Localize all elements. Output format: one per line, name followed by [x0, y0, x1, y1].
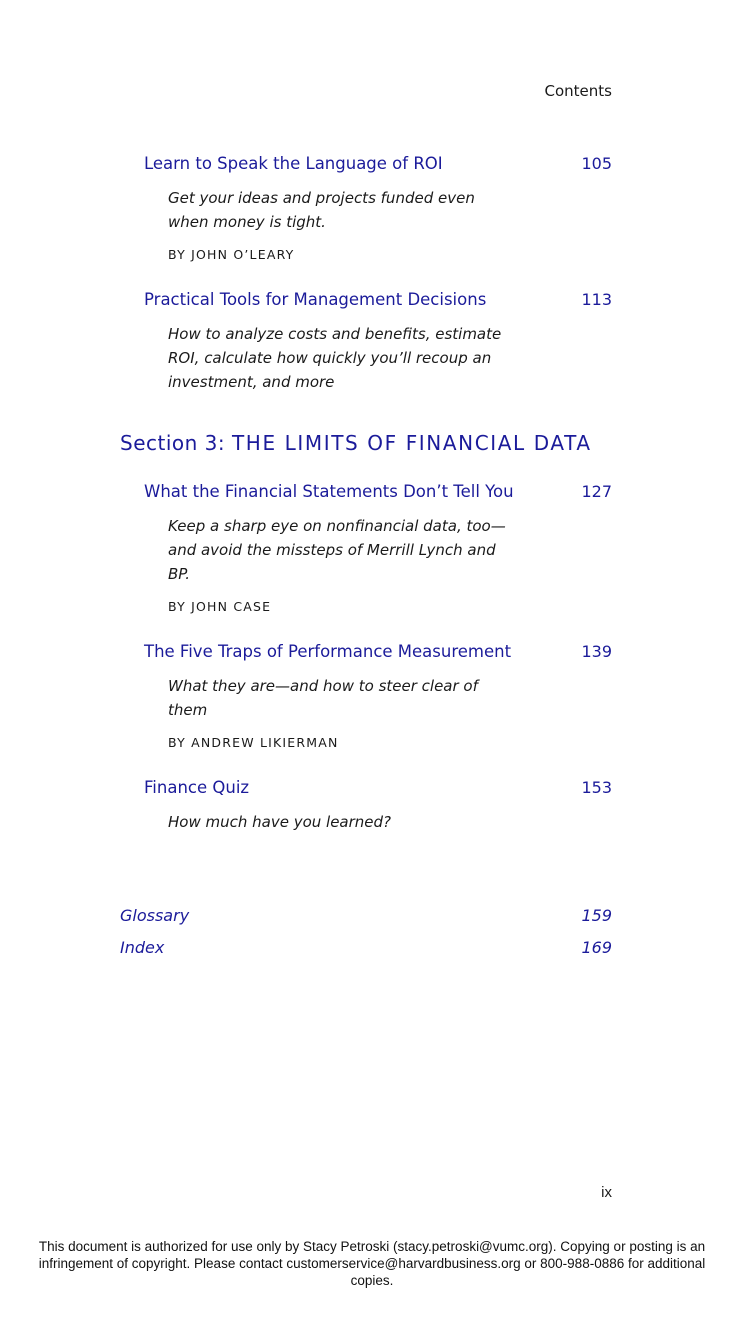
entry-author: BY JOHN O’LEARY	[168, 247, 295, 262]
entry-page-number: 105	[581, 154, 612, 173]
entry-author: BY ANDREW LIKIERMAN	[168, 735, 339, 750]
entry-page-number: 113	[581, 290, 612, 309]
entry-title[interactable]: What the Financial Statements Don’t Tell You	[144, 482, 514, 501]
entry-title[interactable]: Learn to Speak the Language of ROI	[144, 154, 443, 173]
toc-entry-five-traps[interactable]	[144, 642, 612, 661]
section-title: THE LIMITS OF FINANCIAL DATA	[231, 431, 592, 455]
entry-description: What they are—and how to steer clear of them	[168, 677, 478, 719]
entry-page-number: 127	[581, 482, 612, 501]
toc-entry-financial-statements[interactable]	[144, 482, 612, 501]
toc-entry-index[interactable]	[120, 938, 612, 957]
entry-title[interactable]: The Five Traps of Performance Measurement	[144, 642, 512, 661]
running-head: Contents	[544, 82, 612, 100]
entry-description: How much have you learned?	[168, 813, 392, 831]
copyright-notice: This document is authorized for use only by Stacy Petroski (stacy.petroski@vumc.org). Copying or posting is an infringement of copyright. Please contact customerservice@harvardbusiness.org or 800-988-0886 for additional copies.	[38, 1239, 706, 1288]
section-heading	[120, 431, 592, 455]
entry-page-number: 169	[581, 938, 612, 957]
toc-entry-finance-quiz[interactable]	[144, 778, 612, 797]
toc-entry-practical-tools[interactable]	[144, 290, 612, 309]
page-folio: ix	[601, 1184, 612, 1201]
entry-title[interactable]: Finance Quiz	[144, 778, 250, 797]
entry-description: Get your ideas and projects funded even when money is tight.	[168, 189, 475, 231]
entry-page-number: 159	[581, 906, 612, 925]
entry-title[interactable]: Glossary	[120, 906, 190, 925]
section-prefix: Section 3:	[120, 431, 232, 455]
entry-author: BY JOHN CASE	[168, 599, 272, 614]
entry-page-number: 153	[581, 778, 612, 797]
toc-entry-glossary[interactable]	[120, 906, 612, 925]
entry-title[interactable]: Practical Tools for Management Decisions	[144, 290, 487, 309]
entry-title[interactable]: Index	[120, 938, 165, 957]
entry-description: Keep a sharp eye on nonfinancial data, too—and avoid the missteps of Merrill Lynch and BP.	[168, 517, 506, 583]
entry-description: How to analyze costs and benefits, estimate ROI, calculate how quickly you’ll recoup an investment, and more	[168, 325, 502, 391]
toc-entry-roi[interactable]	[144, 154, 612, 173]
entry-page-number: 139	[581, 642, 612, 661]
